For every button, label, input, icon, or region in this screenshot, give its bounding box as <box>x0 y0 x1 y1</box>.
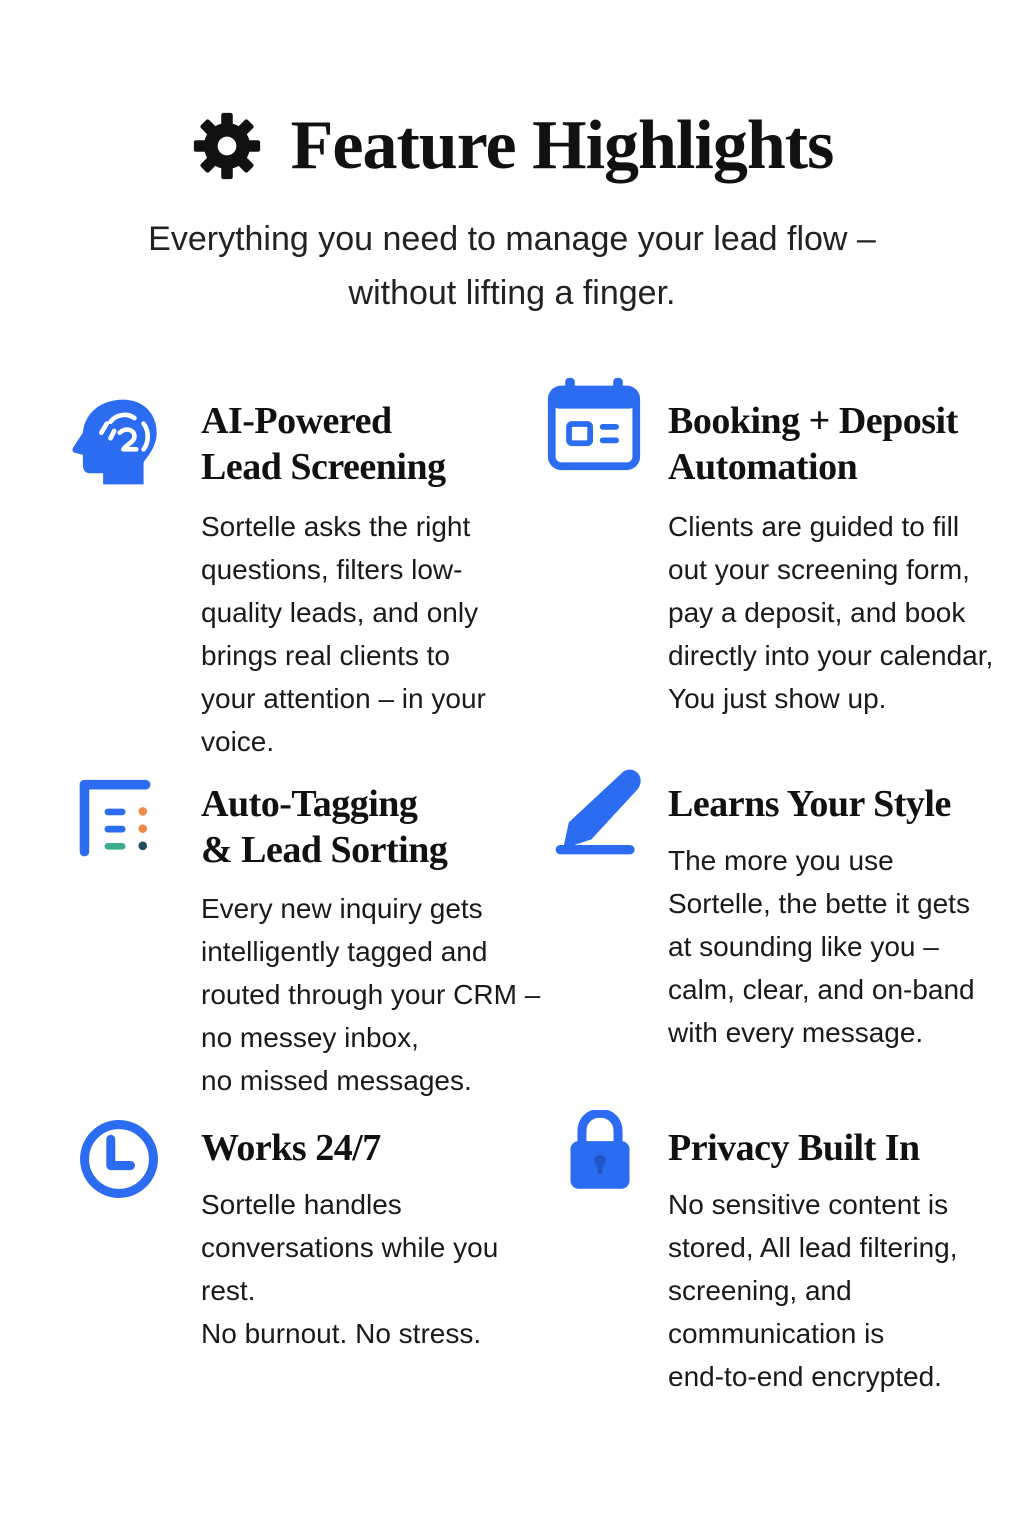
description-line: stored, All lead filtering, <box>668 1232 958 1263</box>
feature-title <box>668 781 951 827</box>
description-line: questions, filters low- <box>201 554 463 585</box>
description-line: Sortelle asks the right <box>201 511 471 542</box>
feature-title <box>668 1125 920 1171</box>
page-title: Feature Highlights <box>290 107 834 184</box>
description-line: You just show up. <box>668 683 887 714</box>
lock-icon <box>566 1110 634 1192</box>
page-subtitle <box>60 212 964 320</box>
feature-description <box>201 505 486 763</box>
feature-title-line: AI-Powered <box>201 400 392 442</box>
feature-title-line: Booking + Deposit <box>668 400 958 442</box>
feature-title <box>201 781 447 873</box>
feature-description <box>668 505 993 720</box>
feature-title-line: Privacy Built In <box>668 1127 920 1169</box>
description-line: communication is <box>668 1318 885 1349</box>
description-line: rest. <box>201 1275 256 1306</box>
pen-icon <box>550 766 644 860</box>
feature-title <box>668 398 958 490</box>
gear-icon <box>191 110 263 182</box>
tag-list-icon <box>76 778 156 864</box>
feature-description <box>668 1183 958 1398</box>
feature-title-line: Lead Screening <box>201 446 446 488</box>
description-line: Sortelle, the bette it gets <box>668 888 970 919</box>
description-line: quality leads, and only <box>201 597 479 628</box>
description-line: your attention – in your <box>201 683 486 714</box>
head-brain-icon <box>70 392 162 492</box>
description-line: at sounding like you – <box>668 931 939 962</box>
feature-title-line: Learns Your Style <box>668 783 951 825</box>
description-line: Every new inquiry gets <box>201 893 483 924</box>
description-line: screening, and <box>668 1275 852 1306</box>
description-line: No burnout. No stress. <box>201 1318 482 1349</box>
description-line: Sortelle handles <box>201 1189 402 1220</box>
description-line: no messey inbox, <box>201 1022 419 1053</box>
feature-description <box>201 1183 498 1355</box>
feature-title-line: Automation <box>668 446 858 488</box>
description-line: with every message. <box>668 1017 924 1048</box>
subtitle-line: Everything you need to manage your lead flow – <box>148 220 876 258</box>
feature-description <box>668 839 975 1054</box>
title-row <box>0 104 1024 188</box>
description-line: No sensitive content is <box>668 1189 949 1220</box>
feature-title <box>201 1125 381 1171</box>
feature-title-line: & Lead Sorting <box>201 829 448 871</box>
subtitle-line: without lifting a finger. <box>348 274 676 312</box>
feature-title-line: Auto-Tagging <box>201 783 418 825</box>
description-line: end-to-end encrypted. <box>668 1361 942 1392</box>
description-line: intelligently tagged and <box>201 936 488 967</box>
description-line: conversations while you <box>201 1232 499 1263</box>
description-line: pay a deposit, and book <box>668 597 966 628</box>
description-line: routed through your CRM – <box>201 979 541 1010</box>
description-line: brings real clients to <box>201 640 451 671</box>
description-line: directly into your calendar, <box>668 640 994 671</box>
description-line: voice. <box>201 726 275 757</box>
feature-title-line: Works 24/7 <box>201 1127 381 1169</box>
description-line: no missed messages. <box>201 1065 472 1096</box>
feature-title <box>201 398 446 490</box>
calendar-icon <box>546 376 642 472</box>
description-line: calm, clear, and on-band <box>668 974 975 1005</box>
description-line: The more you use <box>668 845 894 876</box>
description-line: Clients are guided to fill <box>668 511 960 542</box>
clock-icon <box>78 1118 160 1200</box>
description-line: out your screening form, <box>668 554 970 585</box>
feature-description <box>201 887 540 1102</box>
